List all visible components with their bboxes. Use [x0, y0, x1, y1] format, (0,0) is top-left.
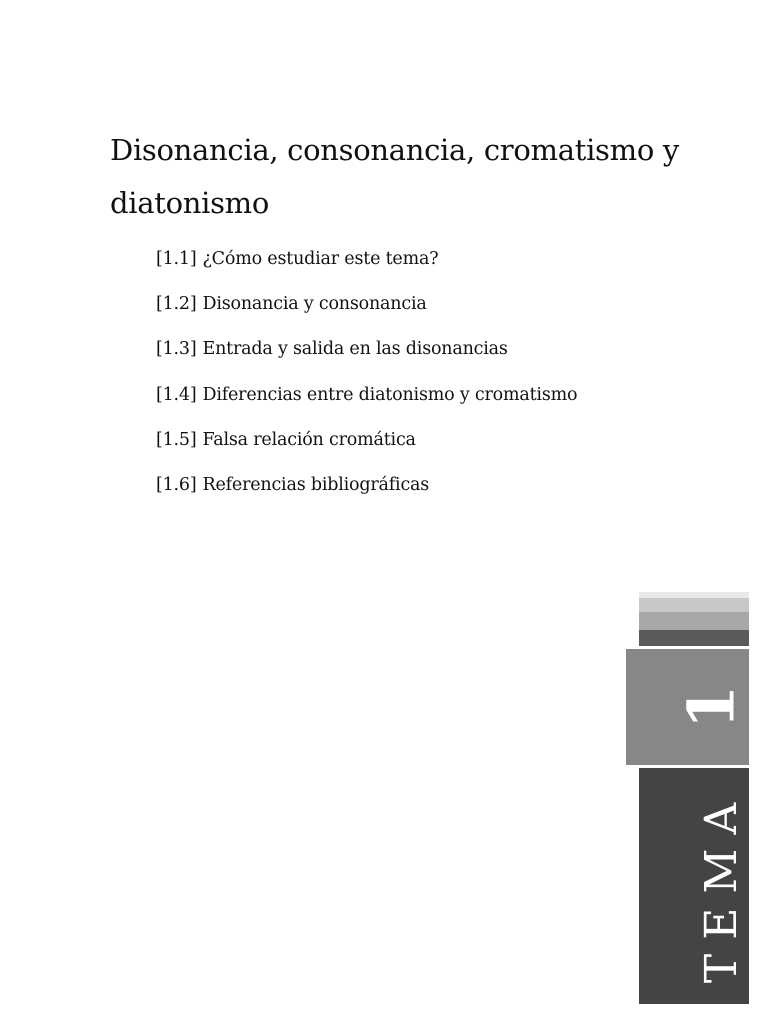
tab-stripe-light [639, 598, 749, 612]
toc-item-label: ¿Cómo estudiar este tema? [202, 249, 439, 269]
toc-item-1-2[interactable] [156, 289, 577, 334]
toc-item-number: [1.1] [156, 249, 197, 269]
tab-stripe-dark [639, 630, 749, 646]
chapter-number-box [626, 649, 749, 765]
chapter-number: 1 [674, 684, 750, 730]
toc-item-1-4[interactable] [156, 380, 577, 425]
table-of-contents [156, 244, 577, 515]
tab-stripe-mid [639, 612, 749, 630]
toc-item-label: Referencias bibliográficas [202, 474, 430, 495]
toc-item-number: [1.2] [156, 294, 197, 315]
toc-item-label: Falsa relación cromática [202, 429, 416, 450]
toc-item-number: [1.6] [156, 474, 197, 495]
toc-item-1-5[interactable] [156, 425, 577, 470]
toc-item-label: Entrada y salida en las disonancias [202, 339, 508, 360]
toc-item-1-1[interactable] [156, 244, 577, 289]
toc-item-1-3[interactable] [156, 334, 577, 379]
toc-item-label: Diferencias entre diatonismo y cromatismo [202, 384, 578, 405]
page-title: Disonancia, consonancia, cromatismo y diatonismo [110, 133, 679, 220]
chapter-label: TEMA [696, 788, 747, 984]
toc-item-1-6[interactable] [156, 470, 577, 515]
toc-item-number: [1.4] [156, 384, 197, 405]
toc-item-label: Disonancia y consonancia [202, 294, 427, 315]
toc-item-number: [1.3] [156, 339, 197, 360]
toc-item-number: [1.5] [156, 429, 197, 450]
